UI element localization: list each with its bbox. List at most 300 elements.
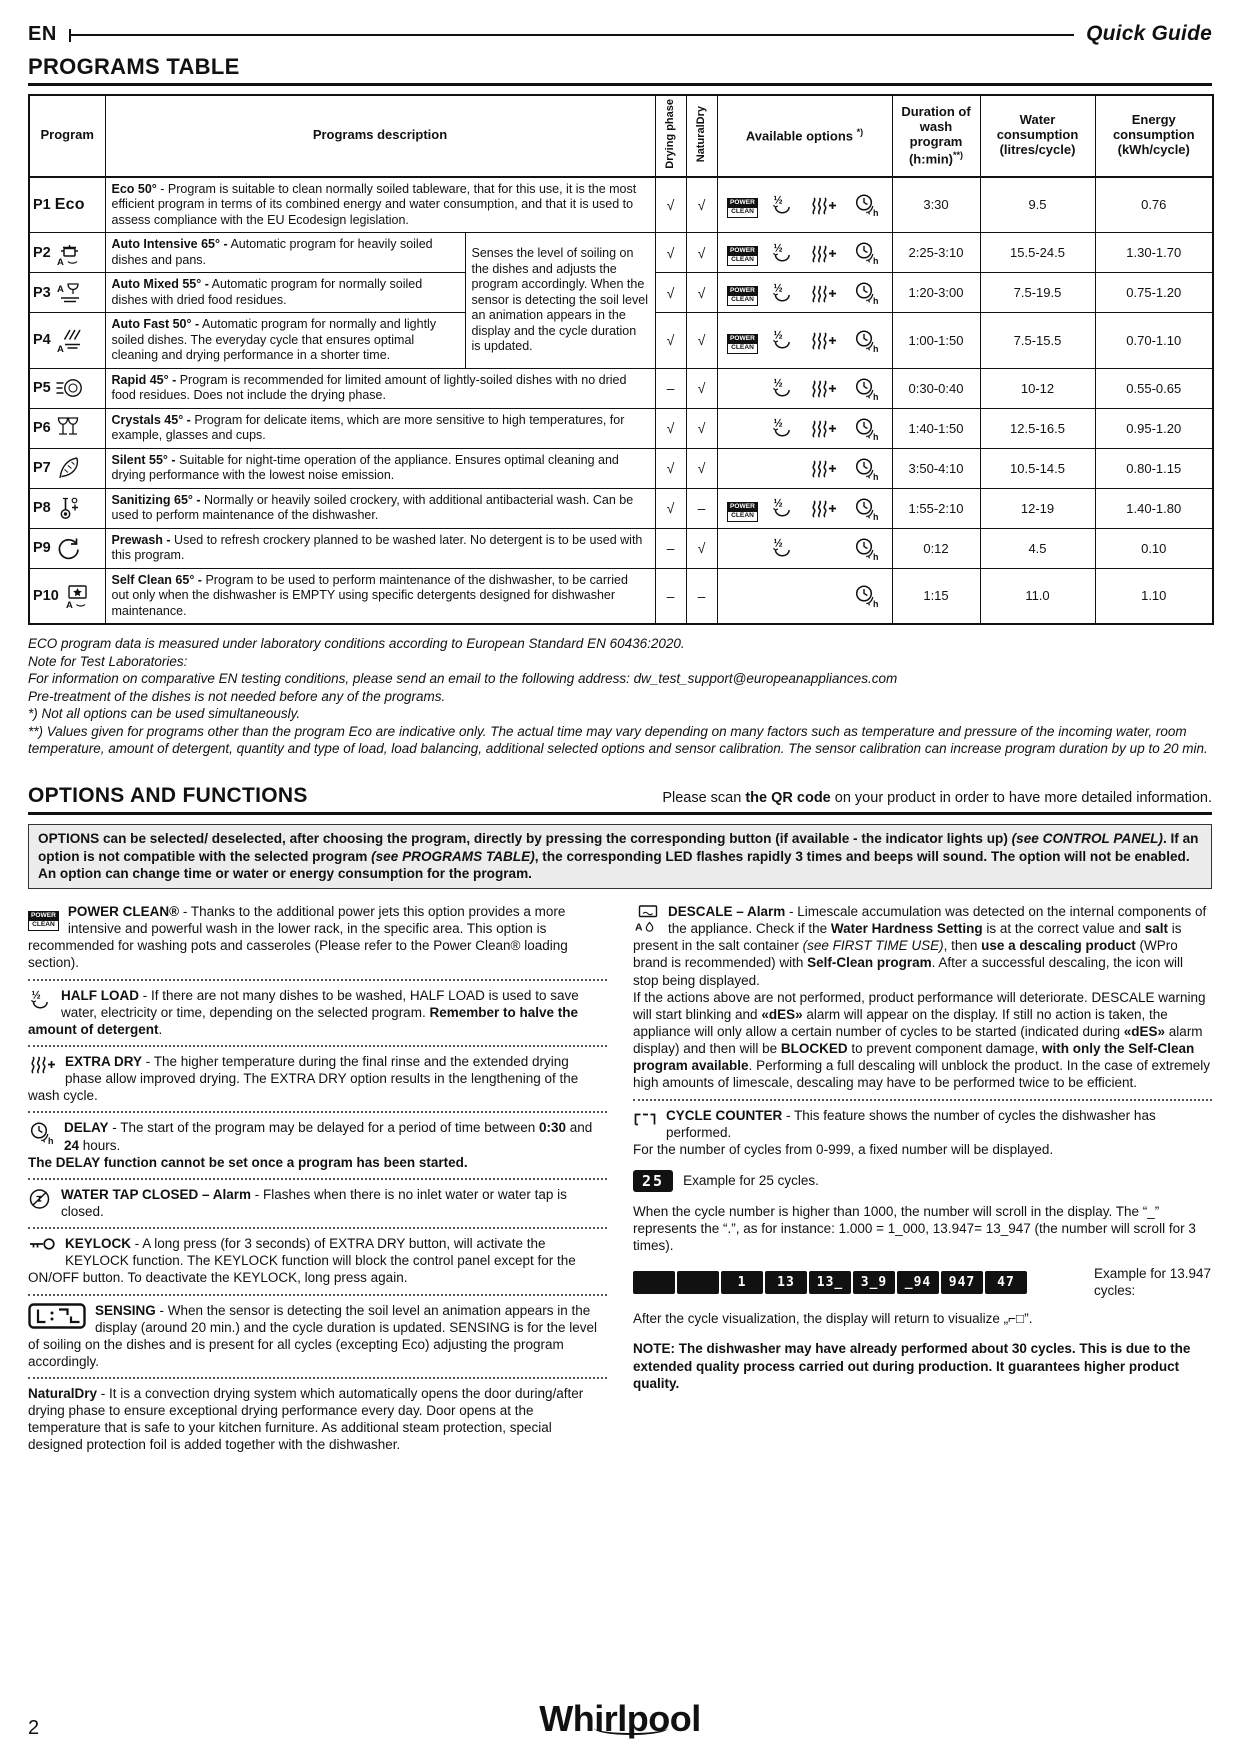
delay-icon (853, 328, 880, 353)
program-description-text: Automatic program for heavily soiled dishes and pans. (111, 237, 433, 267)
program-cell (29, 368, 105, 408)
option-title: DELAY (64, 1120, 109, 1136)
option-title: WATER TAP CLOSED – Alarm (61, 1186, 252, 1202)
energy-consumption-value: 1.10 (1095, 568, 1213, 624)
col-header-options (717, 95, 892, 177)
duration-label: Duration of wash program (h:min) (901, 103, 971, 166)
option-title: KEYLOCK (65, 1236, 132, 1252)
auto-fast-program-icon (55, 327, 83, 353)
program-description (105, 313, 465, 369)
program-description-text: - Program is suitable to clean normally soiled tableware, that for this use, it is the most efficient program in terms of its combined energy and water consumption, and that it is used to assess compliance with the EU Ecodesign legislation. (111, 181, 637, 227)
sensor-description: Senses the level of soiling on the dishes and adjusts the program accordingly. When the sensor is detecting the soil level an animation appears in the display and the cycle duration is updated. (465, 233, 655, 369)
half-load-icon (770, 328, 794, 352)
page-footer (28, 1698, 1212, 1740)
cycle-counter-icon (633, 1108, 657, 1130)
water-consumption-value: 12-19 (980, 488, 1095, 528)
option-description: - It is a convection drying system which automatically opens the door during/after drying phase to ensure exceptional drying performance every day. Door opens at the temperature that is safe to your kitchen furniture. As additional steam protection, special designed protection foil is added together with the dishwasher. (28, 1386, 584, 1453)
program-row-p9 (29, 528, 1213, 568)
footnote-line: ECO program data is measured under laboratory conditions according to European Standard EN 60436:2020. (28, 636, 685, 652)
descale-alarm (633, 897, 1212, 1101)
option-slot (727, 495, 758, 522)
naturaldry-value: √ (686, 408, 717, 448)
program-id: P10 (33, 587, 59, 604)
half-load-option (28, 981, 607, 1047)
option-icon-wrap (28, 1303, 86, 1329)
program-description (105, 273, 465, 313)
qr-scan-info: Please scan the QR code on your product in order to have more detailed information. (662, 789, 1212, 806)
page-number: 2 (28, 1717, 40, 1739)
naturaldry-value: √ (686, 233, 717, 273)
available-options-cell (717, 528, 892, 568)
program-cell (29, 408, 105, 448)
svg-text:h: h (873, 599, 879, 609)
option-slot (809, 283, 837, 303)
extra-dry-icon (809, 283, 837, 303)
drying-phase-label: Drying phase (664, 99, 677, 169)
svg-text:½: ½ (31, 989, 41, 1002)
program-row-p7 (29, 448, 1213, 488)
program-description-text: Program is recommended for limited amount of lightly-soiled dishes with no dried food residues. Does not include the drying phase. (111, 372, 627, 403)
program-name: Prewash - (111, 532, 171, 547)
duration-value: 2:25-3:10 (892, 233, 980, 273)
display-frame (677, 1271, 719, 1294)
half-load-icon (28, 988, 52, 1012)
available-options-cell (717, 177, 892, 233)
svg-text:h: h (873, 391, 879, 401)
silent-program-icon (55, 455, 81, 481)
svg-text:A: A (56, 344, 64, 354)
program-cell (29, 488, 105, 528)
program-id: P3 (33, 284, 51, 301)
program-name: Self Clean 65° - (111, 572, 202, 587)
auto-intensive-program-icon (55, 240, 83, 266)
energy-consumption-value: 1.30-1.70 (1095, 233, 1213, 273)
duration-value: 1:40-1:50 (892, 408, 980, 448)
program-id: P1 (33, 196, 51, 213)
naturaldry-label: NaturalDry (695, 105, 708, 162)
programs-table (28, 94, 1214, 625)
program-name: Auto Mixed 55° - (111, 277, 209, 292)
program-id: P8 (33, 500, 51, 517)
rule-line (71, 34, 1074, 36)
delay-icon (28, 1120, 55, 1145)
power-clean-icon: POWER CLEAN (727, 198, 758, 218)
available-options-cell (717, 313, 892, 369)
program-row-p5 (29, 368, 1213, 408)
svg-text:½: ½ (773, 242, 783, 255)
options-right-column (633, 897, 1212, 1461)
col-header-water: Water consumption (litres/cycle) (980, 95, 1095, 177)
duration-value: 3:30 (892, 177, 980, 233)
svg-text:h: h (873, 551, 879, 561)
energy-consumption-value: 0.80-1.15 (1095, 448, 1213, 488)
option-slot (770, 328, 794, 352)
water-consumption-value: 7.5-15.5 (980, 313, 1095, 369)
extra-dry-icon (28, 1054, 56, 1074)
water-consumption-value: 10-12 (980, 368, 1095, 408)
option-title: DESCALE – Alarm (668, 903, 786, 919)
svg-text:½: ½ (773, 329, 783, 342)
option-slot (727, 327, 758, 354)
delay-icon (853, 456, 880, 481)
water-consumption-value: 15.5-24.5 (980, 233, 1095, 273)
program-description (105, 568, 655, 624)
half-load-icon (770, 376, 794, 400)
display-frame (633, 1271, 675, 1294)
header-rule (69, 29, 1074, 42)
option-description: - Limescale accumulation was detected on the internal components of the appliance. Check if the Water Hardness Setting is at the correct value and salt is present in the salt container (see FIRST TIME USE), then use a descaling product (WPro brand is recommended) with Self-Clean program. After a successful descaling, the icon will stop being displayed. If the actions above are not performed, product performance will deteriorate. DESCALE warning will start blinking and «dES» alarm will appear on the display. If still no action is taken, the appliance will only allow a certain number of cycles to be started (indicated during «dES» alarm display) and then will be BLOCKED to prevent component damage, with only the Self-Clean program available. Performing a full descaling will unblock the product. In the case of extremely high amounts of limescale, descaling may have to be performed twice to be efficient. (633, 903, 1211, 1091)
col-header-description: Programs description (105, 95, 655, 177)
delay-icon (853, 583, 880, 608)
options-label: Available options (745, 128, 854, 144)
program-row-p1 (29, 177, 1213, 233)
option-slot (809, 195, 837, 215)
energy-consumption-value: 0.70-1.10 (1095, 313, 1213, 369)
duration-value: 3:50-4:10 (892, 448, 980, 488)
extra-dry-icon (809, 195, 837, 215)
drying-phase-value: √ (655, 313, 686, 369)
option-icon-wrap (28, 904, 59, 931)
options-footnote-marker: *) (856, 127, 864, 138)
water-consumption-value: 11.0 (980, 568, 1095, 624)
display-frame: _94 (897, 1271, 939, 1294)
cycle-return-note: After the cycle visualization, the display will return to visualize „⌐□”. (633, 1311, 1033, 1327)
program-name: Silent 55° - (111, 452, 176, 467)
option-slot (770, 376, 794, 400)
extra-dry-icon (809, 418, 837, 438)
display-frame: 13 (765, 1271, 807, 1294)
option-title: SENSING (95, 1302, 156, 1318)
program-cell (29, 448, 105, 488)
delay-icon (853, 536, 880, 561)
footnote-line: Pre-treatment of the dishes is not needed before any of the programs. (28, 688, 446, 704)
drying-phase-value: √ (655, 233, 686, 273)
options-notice-box: OPTIONS can be selected/ deselected, after choosing the program, directly by pressing the corresponding button (if available - the indicator lights up) (see CONTROL PANEL). If an option is not compatible with the selected program (see PROGRAMS TABLE), the corresponding LED flashes rapidly 3 times and beeps will sound. The option will not be enabled. An option can change time or water or energy consumption for the program. (28, 824, 1212, 889)
option-slot (809, 458, 837, 478)
svg-text:½: ½ (773, 282, 783, 295)
svg-text:½: ½ (773, 194, 783, 207)
option-description: - When the sensor is detecting the soil level an animation appears in the display (around 20 min.) and the cycle duration is updated. SENSING is for the level of soiling on the dishes and is present for all cycles (excepting Eco) adjusting the program accordingly. (28, 1302, 598, 1369)
svg-text:½: ½ (773, 537, 783, 550)
program-cell (29, 177, 105, 233)
auto-mixed-program-icon (55, 280, 83, 306)
program-id: P6 (33, 420, 51, 437)
option-slot (853, 456, 880, 481)
option-icon-wrap (633, 904, 659, 932)
option-icon-wrap (28, 1120, 55, 1145)
display-frame: 3_9 (853, 1271, 895, 1294)
program-name: Auto Fast 50° - (111, 317, 200, 332)
half-load-icon (770, 416, 794, 440)
descale-icon (633, 904, 659, 932)
extra-dry-icon (809, 243, 837, 263)
option-slot (853, 376, 880, 401)
crystals-program-icon (55, 415, 81, 441)
naturaldry-value: √ (686, 368, 717, 408)
option-slot (853, 328, 880, 353)
programs-tbody (29, 177, 1213, 625)
water-consumption-value: 7.5-19.5 (980, 273, 1095, 313)
energy-consumption-value: 0.55-0.65 (1095, 368, 1213, 408)
program-description (105, 488, 655, 528)
program-name: Auto Intensive 65° - (111, 237, 228, 252)
svg-text:½: ½ (773, 417, 783, 430)
display-frame: 1 (721, 1271, 763, 1294)
water-consumption-value: 12.5-16.5 (980, 408, 1095, 448)
language-label: EN (28, 22, 57, 45)
footnote-line: Note for Test Laboratories: (28, 653, 188, 669)
drying-phase-value: √ (655, 273, 686, 313)
program-row-p6 (29, 408, 1213, 448)
option-description: - This feature shows the number of cycles the dishwasher has performed. For the number of cycles from 0-999, a fixed number will be displayed. (633, 1107, 1156, 1157)
cycle-scroll-example (633, 1261, 1212, 1304)
naturaldry-value: √ (686, 528, 717, 568)
program-description (105, 177, 655, 233)
naturaldry-value: – (686, 488, 717, 528)
program-row-p10 (29, 568, 1213, 624)
available-options-cell (717, 273, 892, 313)
duration-footnote-marker: **) (953, 149, 964, 160)
delay-option (28, 1113, 607, 1179)
program-name: Eco 50° (111, 181, 157, 196)
svg-text:h: h (873, 256, 879, 266)
sensing-display-icon (28, 1303, 86, 1329)
delay-icon (853, 376, 880, 401)
half-load-icon (770, 281, 794, 305)
example-caption: Example for 25 cycles. (683, 1173, 819, 1189)
option-slot (853, 536, 880, 561)
drying-phase-value: – (655, 368, 686, 408)
extra-dry-option (28, 1047, 607, 1113)
option-icon-wrap (28, 988, 52, 1012)
power-clean-icon: POWER CLEAN (727, 502, 758, 522)
water-consumption-value: 10.5-14.5 (980, 448, 1095, 488)
half-load-icon (770, 496, 794, 520)
water-consumption-value: 4.5 (980, 528, 1095, 568)
option-icon-wrap (28, 1187, 52, 1211)
option-icon-wrap (633, 1108, 657, 1130)
cycle-counter-example-25 (633, 1165, 1212, 1197)
keylock-icon (28, 1236, 56, 1252)
option-slot (770, 193, 794, 217)
production-cycles-note: NOTE: The dishwasher may have already performed about 30 cycles. This is due to the extended quality process carried out during production. It guarantees higher product quality. (633, 1341, 1191, 1391)
power-clean-icon: POWER CLEAN (727, 246, 758, 266)
option-slot (770, 536, 794, 560)
half-load-icon (770, 536, 794, 560)
options-section-title: OPTIONS AND FUNCTIONS (28, 783, 308, 807)
naturaldry-value: √ (686, 448, 717, 488)
energy-consumption-value: 0.95-1.20 (1095, 408, 1213, 448)
option-title: HALF LOAD (61, 987, 139, 1003)
program-description-text: Program for delicate items, which are more sensitive to high temperatures, for example, glasses and cups. (111, 412, 625, 443)
option-icon-wrap (28, 1236, 56, 1252)
program-description-text: Normally or heavily soiled crockery, with additional antibacterial wash. Can be used to perform maintenance of the dishwasher. (111, 492, 634, 523)
option-slot (809, 378, 837, 398)
option-icon-wrap (28, 1054, 56, 1074)
delay-icon (853, 416, 880, 441)
display-frame: 13_ (809, 1271, 851, 1294)
program-description-text: Automatic program for normally soiled dishes with dried food residues. (111, 277, 423, 307)
svg-text:h: h (873, 511, 879, 521)
program-name: Rapid 45° - (111, 372, 177, 387)
program-row-p2 (29, 233, 1213, 273)
option-title: NaturalDry (28, 1386, 98, 1402)
duration-value: 1:20-3:00 (892, 273, 980, 313)
footnote-line: *) Not all options can be used simultaneously. (28, 706, 301, 722)
svg-text:h: h (48, 1136, 54, 1146)
available-options-cell (717, 233, 892, 273)
self-clean-program-icon (63, 583, 91, 609)
naturaldry-value: √ (686, 313, 717, 369)
col-header-energy: Energy consumption (kWh/cycle) (1095, 95, 1213, 177)
naturaldry-function (28, 1379, 607, 1461)
option-slot (809, 498, 837, 518)
eco-program-label: Eco (54, 195, 85, 213)
program-cell (29, 273, 105, 313)
option-slot (770, 241, 794, 265)
col-header-drying-phase (655, 95, 686, 177)
program-description (105, 528, 655, 568)
svg-text:A: A (635, 921, 643, 932)
options-section-header (28, 784, 1212, 815)
program-cell (29, 233, 105, 273)
col-header-naturaldry (686, 95, 717, 177)
footnotes (28, 635, 1212, 758)
energy-consumption-value: 0.75-1.20 (1095, 273, 1213, 313)
option-slot (853, 583, 880, 608)
delay-icon (853, 496, 880, 521)
available-options-cell (717, 488, 892, 528)
svg-text:h: h (873, 431, 879, 441)
svg-text:A: A (56, 283, 64, 295)
half-load-icon (770, 241, 794, 265)
available-options-cell (717, 408, 892, 448)
option-slot (853, 280, 880, 305)
program-description-text: Automatic program for normally and lightly soiled dishes. The everyday cycle that ensures optimal cleaning and drying performance in a shorter time. (111, 317, 437, 363)
duration-value: 0:12 (892, 528, 980, 568)
drying-phase-value: – (655, 568, 686, 624)
option-description: - The higher temperature during the final rinse and the extended drying phase allow improved drying. The EXTRA DRY option results in the lengthening of the wash cycle. (28, 1053, 579, 1104)
option-description: - Flashes when there is no inlet water or water tap is closed. (61, 1186, 567, 1219)
strip-caption: Example for 13.947 cycles: (1094, 1266, 1212, 1298)
option-description: - A long press (for 3 seconds) of EXTRA DRY button, will activate the KEYLOCK function. The KEYLOCK function will block the control panel except for the ON/OFF button. To deactivate the KEYLOCK, long press again. (28, 1236, 576, 1286)
extra-dry-icon (809, 498, 837, 518)
program-description (105, 233, 465, 273)
power-clean-icon: POWER CLEAN (727, 334, 758, 354)
program-row-p8 (29, 488, 1213, 528)
program-description-text: Suitable for night-time operation of the appliance. Ensures optimal cleaning and drying performance with the lowest noise emission. (111, 452, 619, 483)
options-left-column (28, 897, 607, 1461)
svg-text:A: A (56, 256, 64, 266)
half-load-icon (770, 193, 794, 217)
svg-text:½: ½ (773, 377, 783, 390)
rapid-program-icon (55, 376, 83, 400)
duration-value: 0:30-0:40 (892, 368, 980, 408)
naturaldry-value: – (686, 568, 717, 624)
option-slot (809, 243, 837, 263)
available-options-cell (717, 368, 892, 408)
options-columns (28, 897, 1212, 1461)
table-header-row (29, 95, 1213, 177)
cycle-scroll-display (633, 1271, 1084, 1294)
delay-icon (853, 240, 880, 265)
option-slot (809, 330, 837, 350)
option-slot (853, 192, 880, 217)
footnote-line: For information on comparative EN testing conditions, please send an email to the following address: dw_test_support@europeanappliances.com (28, 671, 898, 687)
option-title: EXTRA DRY (65, 1053, 143, 1069)
naturaldry-value: √ (686, 273, 717, 313)
col-header-program: Program (29, 95, 105, 177)
option-slot (727, 279, 758, 306)
program-cell (29, 528, 105, 568)
option-slot (770, 281, 794, 305)
option-description: - If there are not many dishes to be washed, HALF LOAD is used to save water, electricity or time, depending on the selected program. Remember to halve the amount of detergent. (28, 987, 579, 1037)
keylock-function (28, 1229, 607, 1295)
svg-text:h: h (873, 471, 879, 481)
option-description: - Thanks to the additional power jets this option provides a more intensive and powerful wash in the lower rack, in the specific area. This option is recommended for washing pots and casseroles (Please refer to the Power Clean® loading section). (28, 903, 568, 971)
col-header-duration (892, 95, 980, 177)
option-slot (853, 496, 880, 521)
page-header (28, 22, 1212, 46)
energy-consumption-value: 0.10 (1095, 528, 1213, 568)
naturaldry-value: √ (686, 177, 717, 233)
display-frame: 947 (941, 1271, 983, 1294)
duration-value: 1:15 (892, 568, 980, 624)
power-clean-option (28, 897, 607, 981)
power-clean-icon: POWER CLEAN (727, 286, 758, 306)
program-id: P9 (33, 540, 51, 557)
option-slot (727, 239, 758, 266)
delay-icon (853, 280, 880, 305)
drying-phase-value: √ (655, 408, 686, 448)
option-slot (853, 240, 880, 265)
delay-icon (853, 192, 880, 217)
program-cell (29, 313, 105, 369)
prewash-program-icon (55, 535, 81, 561)
svg-text:h: h (873, 343, 879, 353)
sensing-function (28, 1296, 607, 1380)
drying-phase-value: – (655, 528, 686, 568)
cycle-counter-function (633, 1101, 1212, 1165)
program-cell (29, 568, 105, 624)
program-name: Sanitizing 65° - (111, 492, 201, 507)
option-slot (853, 416, 880, 441)
program-description (105, 408, 655, 448)
option-slot (770, 416, 794, 440)
whirlpool-logo (72, 1698, 1168, 1740)
program-id: P2 (33, 244, 51, 261)
svg-text:½: ½ (773, 497, 783, 510)
svg-text:A: A (65, 599, 73, 609)
option-description: - The start of the program may be delayed for a period of time between 0:30 and 24 hours. The DELAY function cannot be set once a program has been started. (28, 1120, 593, 1170)
power-clean-icon: POWER CLEAN (28, 911, 59, 931)
option-title: CYCLE COUNTER (666, 1107, 783, 1123)
document-title: Quick Guide (1086, 22, 1212, 45)
extra-dry-icon (809, 458, 837, 478)
programs-table-title: PROGRAMS TABLE (28, 54, 1212, 86)
duration-value: 1:00-1:50 (892, 313, 980, 369)
energy-consumption-value: 1.40-1.80 (1095, 488, 1213, 528)
option-slot (727, 191, 758, 218)
drying-phase-value: √ (655, 448, 686, 488)
drying-phase-value: √ (655, 177, 686, 233)
program-description-text: Used to refresh crockery planned to be washed later. No detergent is to be used with this program. (111, 532, 643, 563)
option-slot (809, 418, 837, 438)
svg-text:h: h (873, 296, 879, 306)
option-title: POWER CLEAN® (67, 903, 180, 919)
duration-value: 1:55-2:10 (892, 488, 980, 528)
sanitizing-program-icon (55, 495, 81, 521)
